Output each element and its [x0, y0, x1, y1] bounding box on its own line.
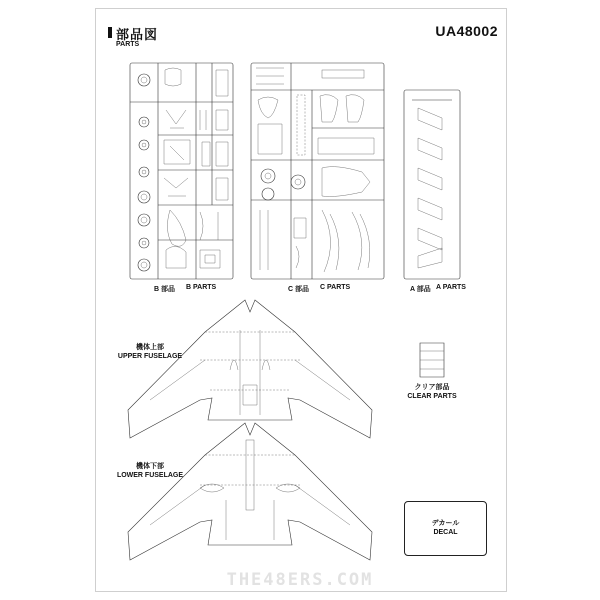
sprue-a-label-en: A PARTS	[436, 284, 466, 291]
sprue-c-label-en: C PARTS	[320, 284, 351, 291]
product-code: UA48002	[435, 23, 498, 39]
sprue-a-label-jp: A 部品	[410, 286, 431, 293]
sprue-b-label-en: B PARTS	[186, 284, 217, 291]
lower-fuselage-label-en: LOWER FUSELAGE	[116, 472, 184, 479]
sprue-a	[404, 90, 460, 279]
upper-fuselage-label-jp: 機体上部	[136, 344, 164, 351]
decal-label	[405, 519, 486, 537]
upper-fuselage-label-en: UPPER FUSELAGE	[117, 353, 183, 360]
sprue-b	[130, 63, 233, 279]
sprue-c	[251, 63, 384, 279]
clear-parts-label-en: CLEAR PARTS	[407, 393, 457, 400]
clear-parts-label	[402, 383, 462, 401]
clear-parts-drawing	[420, 343, 444, 377]
upper-fuselage-drawing	[128, 300, 372, 438]
watermark: THE48ERS.COM	[226, 570, 374, 590]
decal-box	[404, 501, 487, 556]
sprue-c-label-jp: C 部品	[288, 286, 309, 293]
page-title-jp: 部品図	[116, 27, 159, 42]
lower-fuselage-label	[110, 462, 190, 480]
page-title-en: PARTS	[116, 41, 140, 48]
clear-parts-label-jp: クリア部品	[414, 384, 450, 391]
decal-label-en: DECAL	[433, 529, 458, 536]
lower-fuselage-drawing	[128, 423, 372, 560]
decal-label-jp: デカール	[431, 520, 460, 527]
lower-fuselage-label-jp: 機体下部	[136, 463, 164, 470]
sprue-b-label-jp: B 部品	[154, 286, 175, 293]
upper-fuselage-label	[110, 343, 190, 361]
